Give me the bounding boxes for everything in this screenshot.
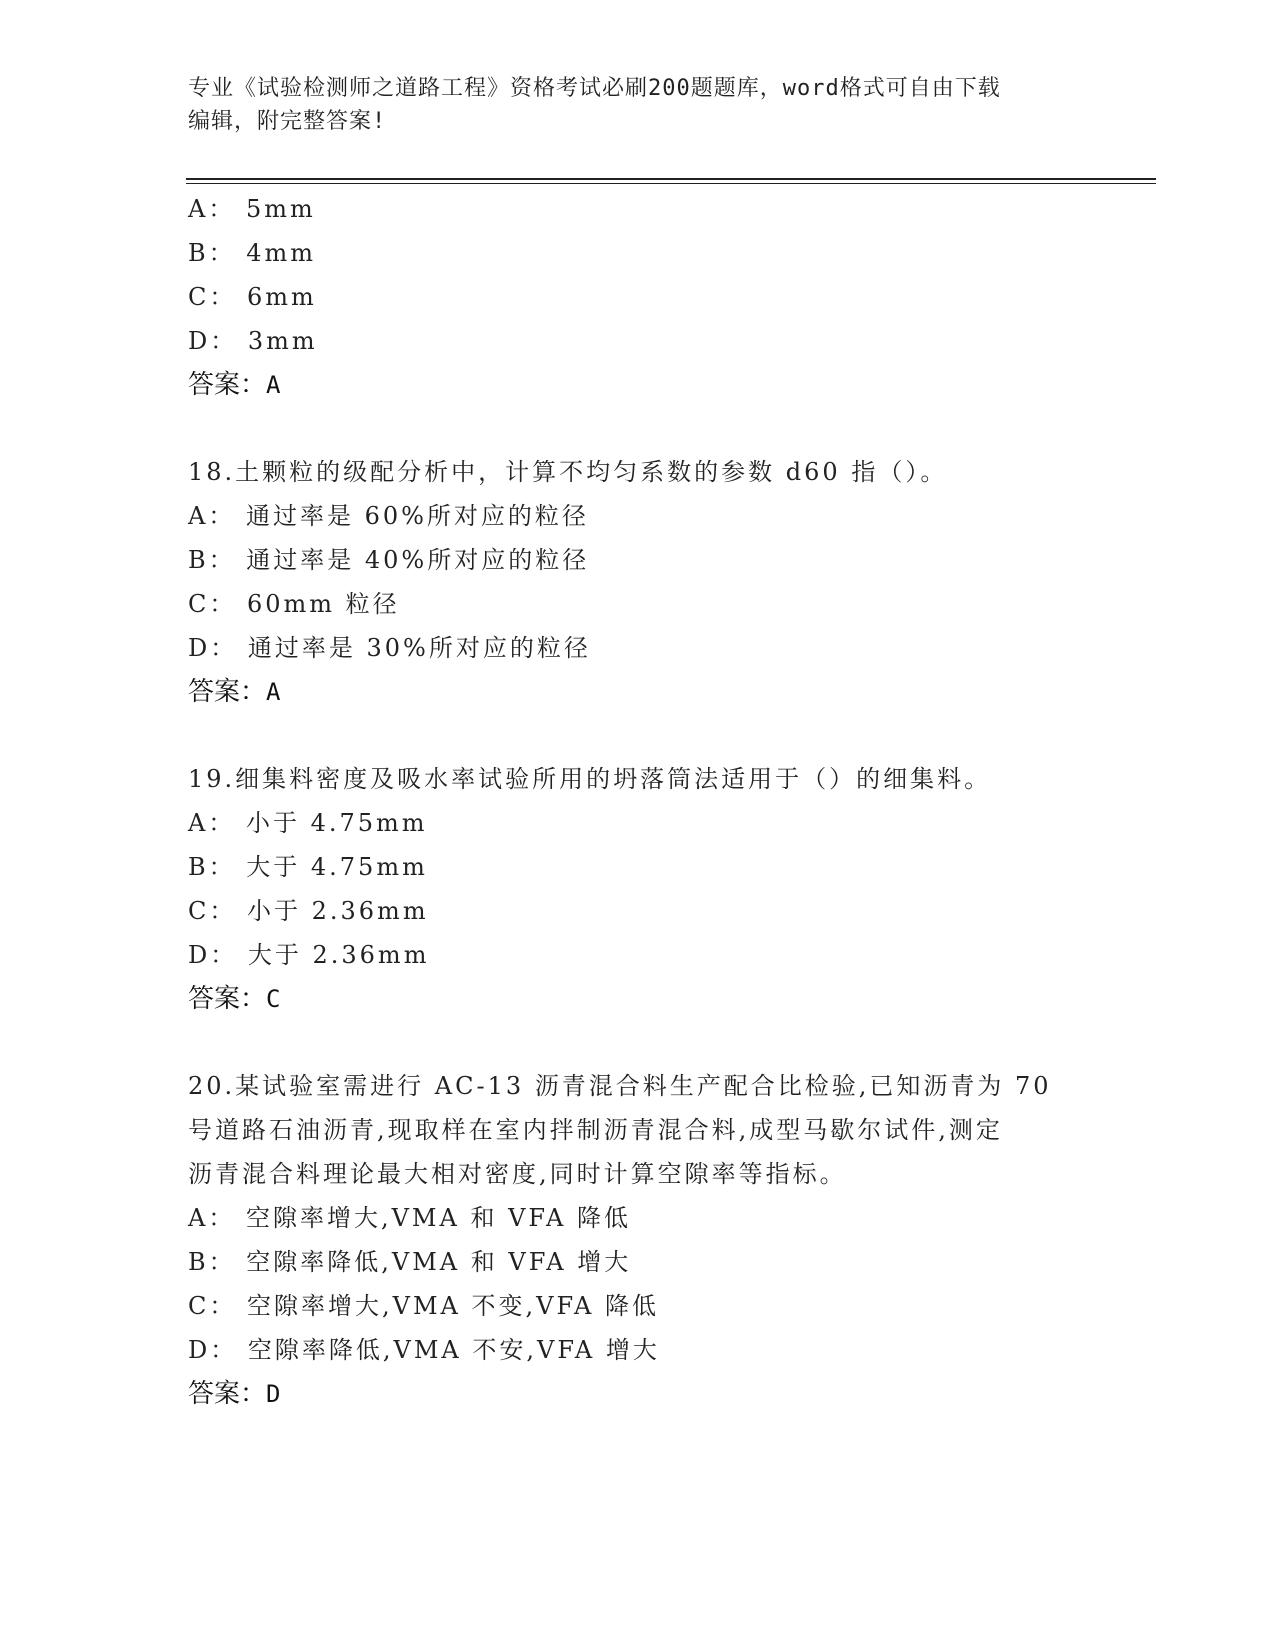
- q20-option-d: D： 空隙率降低,VMA 不安,VFA 增大: [188, 1336, 660, 1364]
- q20-option-c: C： 空隙率增大,VMA 不变,VFA 降低: [188, 1292, 659, 1320]
- q17-answer-label: 答案：: [188, 370, 267, 400]
- q18-option-b: B： 通过率是 40%所对应的粒径: [188, 546, 590, 574]
- q20-option-b: B： 空隙率降低,VMA 和 VFA 增大: [188, 1248, 632, 1276]
- q18-option-a: A： 通过率是 60%所对应的粒径: [188, 502, 589, 530]
- header-divider-thick: [186, 178, 1156, 180]
- q20-stem-line-3: 沥青混合料理论最大相对密度,同时计算空隙率等指标。: [188, 1160, 847, 1188]
- q19-answer-value: C: [266, 985, 281, 1013]
- q19-option-a: A： 小于 4.75mm: [188, 809, 428, 837]
- q17-option-d: D： 3mm: [188, 327, 318, 355]
- q20-answer-value: D: [266, 1380, 281, 1408]
- header-line-1: 专业《试验检测师之道路工程》资格考试必刷200题题库，word格式可自由下载: [188, 76, 1001, 101]
- q17-answer: [188, 370, 280, 400]
- q19-stem: 19.细集料密度及吸水率试验所用的坍落筒法适用于（）的细集料。: [188, 765, 992, 793]
- q19-option-d: D： 大于 2.36mm: [188, 941, 430, 969]
- q17-option-b: B： 4mm: [188, 239, 317, 267]
- document-header: [188, 72, 1088, 138]
- q20-answer-label: 答案：: [188, 1379, 267, 1409]
- q18-answer: [188, 677, 280, 707]
- q19-answer-label: 答案：: [188, 984, 267, 1014]
- q17-answer-value: A: [266, 371, 281, 399]
- q19-option-c: C： 小于 2.36mm: [188, 897, 429, 925]
- q20-stem-line-1: 20.某试验室需进行 AC-13 沥青混合料生产配合比检验,已知沥青为 70: [188, 1072, 1052, 1100]
- q20-stem-line-2: 号道路石油沥青,现取样在室内拌制沥青混合料,成型马歇尔试件,测定: [188, 1116, 1003, 1144]
- q18-option-d: D： 通过率是 30%所对应的粒径: [188, 634, 591, 662]
- q17-option-a: A： 5mm: [188, 195, 316, 223]
- header-divider-thin: [186, 183, 1156, 184]
- q19-answer: [188, 984, 280, 1014]
- q20-answer: [188, 1379, 280, 1409]
- q18-stem: 18.土颗粒的级配分析中，计算不均匀系数的参数 d60 指（）。: [188, 458, 948, 486]
- q17-option-c: C： 6mm: [188, 283, 317, 311]
- q19-option-b: B： 大于 4.75mm: [188, 853, 428, 881]
- q18-answer-label: 答案：: [188, 677, 267, 707]
- q18-answer-value: A: [266, 678, 281, 706]
- q20-option-a: A： 空隙率增大,VMA 和 VFA 降低: [188, 1204, 631, 1232]
- q18-option-c: C： 60mm 粒径: [188, 590, 400, 618]
- header-line-2: 编辑，附完整答案!: [188, 109, 387, 134]
